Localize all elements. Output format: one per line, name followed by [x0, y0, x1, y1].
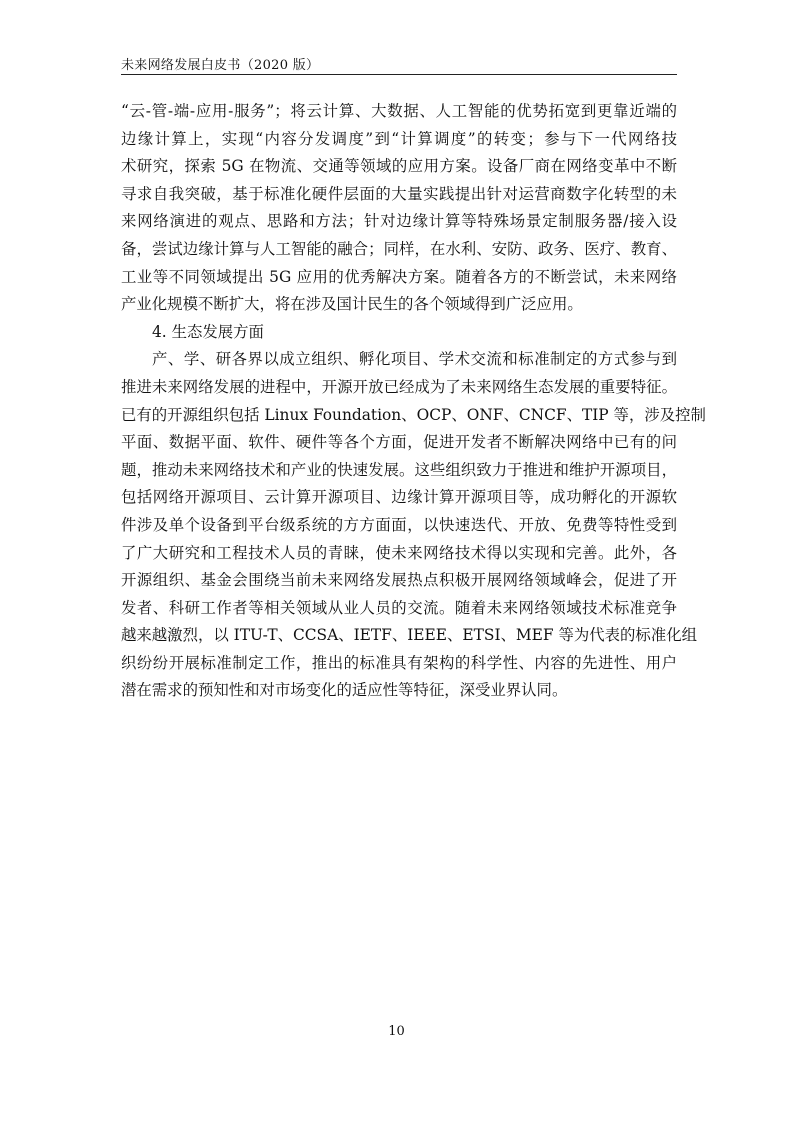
page-number: 10: [388, 1024, 405, 1039]
paragraph-line: 寻求自我突破，基于标准化硬件层面的大量实践提出针对运营商数字化转型的未: [121, 184, 677, 203]
paragraph-2: [121, 346, 706, 705]
paragraph-line: “云-管-端-应用-服务”；将云计算、大数据、人工智能的优势拓宽到更靠近端的: [121, 102, 677, 120]
paragraph-line: 术研究，探索 5G 在物流、交通等领域的应用方案。设备厂商在网络变革中不断: [121, 157, 677, 176]
running-header: [121, 52, 677, 75]
paragraph-line: 潜在需求的预知性和对市场变化的适应性等特征，深受业界认同。: [121, 681, 568, 700]
paragraph-line: 平面、数据平面、软件、硬件等各个方面，促进开发者不断解决网络中已有的问: [121, 433, 677, 452]
paragraph-line: 已有的开源组织包括 Linux Foundation、OCP、ONF、CNCF、TIP 等，涉及控制: [121, 405, 706, 424]
paragraph-line: 题，推动未来网络技术和产业的快速发展。这些组织致力于推进和维护开源项目，: [121, 460, 677, 479]
paragraph-line: 来网络演进的观点、思路和方法；针对边缘计算等特殊场景定制服务器/接入设: [121, 212, 677, 231]
page-body: [121, 98, 706, 705]
paragraph-line: 越来越激烈，以 ITU-T、CCSA、IETF、IEEE、ETSI、MEF 等为代表的标准化组: [121, 626, 697, 645]
paragraph-line: 发者、科研工作者等相关领域从业人员的交流。随着未来网络领域技术标准竞争: [121, 598, 677, 617]
paragraph-line: 推进未来网络发展的进程中，开源开放已经成为了未来网络生态发展的重要特征。: [121, 377, 677, 396]
paragraph-line: 了广大研究和工程技术人员的青睐，使未来网络技术得以实现和完善。此外，各: [121, 543, 677, 562]
header-title: 未来网络发展白皮书（2020 版）: [121, 58, 320, 73]
paragraph-line: 备，尝试边缘计算与人工智能的融合；同样，在水利、安防、政务、医疗、教育、: [121, 239, 677, 258]
paragraph-1: [121, 98, 677, 319]
paragraph-line: 产、学、研各界以成立组织、孵化项目、学术交流和标准制定的方式参与到: [152, 350, 677, 369]
paragraph-line: 织纷纷开展标准制定工作，推出的标准具有架构的科学性、内容的先进性、用户: [121, 653, 677, 672]
paragraph-line: 边缘计算上，实现“内容分发调度”到“计算调度”的转变；参与下一代网络技: [121, 129, 677, 148]
paragraph-line: 包括网络开源项目、云计算开源项目、边缘计算开源项目等，成功孵化的开源软: [121, 488, 677, 507]
section-heading: 4. 生态发展方面: [152, 322, 264, 341]
paragraph-line: 工业等不同领域提出 5G 应用的优秀解决方案。随着各方的不断尝试，未来网络: [121, 267, 677, 286]
paragraph-line: 产业化规模不断扩大，将在涉及国计民生的各个领域得到广泛应用。: [121, 295, 583, 314]
paragraph-line: 件涉及单个设备到平台级系统的方方面面，以快速迭代、开放、免费等特性受到: [121, 515, 677, 534]
paragraph-line: 开源组织、基金会围绕当前未来网络发展热点积极开展网络领域峰会，促进了开: [121, 571, 677, 590]
